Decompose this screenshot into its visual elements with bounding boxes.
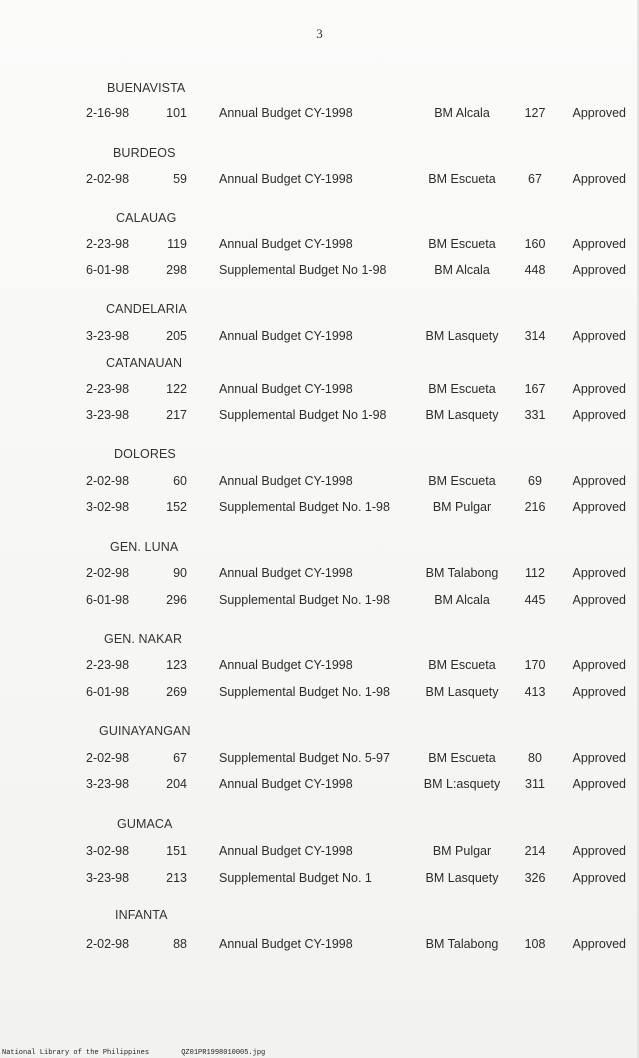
entry-date: 2-16-98	[86, 106, 130, 120]
municipality-heading: GEN. NAKAR	[104, 632, 183, 646]
ordinance-number: 216	[524, 500, 546, 514]
municipality-heading: CALAUAG	[116, 211, 177, 225]
ordinance-number: 112	[525, 566, 545, 580]
entry-date: 3-23-98	[86, 777, 130, 791]
ordinance-number: 314	[524, 329, 546, 343]
entry-date: 6-01-98	[86, 263, 130, 277]
ordinance-number: 80	[528, 751, 542, 765]
resolution-number: 296	[166, 593, 187, 607]
resolution-number: 213	[166, 871, 187, 885]
municipality-heading: CANDELARIA	[106, 302, 187, 316]
budget-row	[0, 408, 639, 424]
resolution-number: 269	[166, 685, 187, 699]
resolution-number: 59	[173, 172, 187, 186]
status-label: Approved	[572, 871, 626, 885]
budget-title: Annual Budget CY-1998	[219, 566, 353, 580]
scan-footer	[2, 1049, 265, 1057]
entry-date: 6-01-98	[86, 593, 130, 607]
budget-row	[0, 500, 639, 516]
resolution-number: 151	[166, 844, 187, 858]
entry-date: 2-02-98	[86, 474, 130, 488]
budget-row	[0, 237, 639, 253]
board-member: BM Alcala	[434, 593, 490, 607]
budget-row	[0, 382, 639, 398]
ordinance-number: 311	[525, 777, 545, 791]
resolution-number: 90	[173, 566, 187, 580]
status-label: Approved	[572, 593, 626, 607]
municipality-heading: GUMACA	[117, 817, 173, 831]
board-member: BM L:asquety	[423, 777, 501, 791]
board-member: BM Escueta	[428, 658, 496, 672]
budget-row	[0, 593, 639, 609]
budget-row	[0, 937, 639, 953]
municipality-heading: DOLORES	[114, 447, 176, 461]
ordinance-number: 214	[524, 844, 546, 858]
status-label: Approved	[572, 172, 626, 186]
status-label: Approved	[572, 566, 626, 580]
footer-filename: QZ01PR1998010005.jpg	[181, 1049, 266, 1057]
resolution-number: 204	[166, 777, 187, 791]
board-member: BM Alcala	[434, 106, 490, 120]
resolution-number: 119	[167, 237, 187, 251]
resolution-number: 217	[166, 408, 187, 422]
ordinance-number: 69	[528, 474, 542, 488]
budget-row	[0, 329, 639, 345]
budget-title: Supplemental Budget No 1-98	[219, 263, 387, 277]
budget-title: Annual Budget CY-1998	[219, 172, 353, 186]
status-label: Approved	[572, 408, 626, 422]
status-label: Approved	[572, 500, 626, 514]
footer-library: National Library of the Philippines	[2, 1049, 150, 1057]
budget-title: Annual Budget CY-1998	[219, 106, 353, 120]
board-member: BM Talabong	[425, 566, 499, 580]
entry-date: 3-02-98	[86, 844, 130, 858]
status-label: Approved	[572, 751, 626, 765]
budget-row	[0, 871, 639, 887]
entry-date: 2-23-98	[86, 237, 130, 251]
entry-date: 3-23-98	[86, 329, 130, 343]
resolution-number: 67	[173, 751, 187, 765]
budget-row	[0, 172, 639, 188]
board-member: BM Lasquety	[425, 329, 499, 343]
budget-row	[0, 658, 639, 674]
ordinance-number: 331	[524, 408, 546, 422]
status-label: Approved	[572, 777, 626, 791]
ordinance-number: 326	[524, 871, 546, 885]
entry-date: 2-02-98	[86, 937, 130, 951]
budget-title: Supplemental Budget No. 1-98	[219, 685, 390, 699]
budget-row	[0, 844, 639, 860]
resolution-number: 122	[166, 382, 187, 396]
status-label: Approved	[572, 474, 626, 488]
resolution-number: 123	[166, 658, 187, 672]
budget-title: Annual Budget CY-1998	[219, 474, 353, 488]
entry-date: 2-23-98	[86, 382, 130, 396]
budget-title: Annual Budget CY-1998	[219, 329, 353, 343]
municipality-heading: CATANAUAN	[106, 356, 183, 370]
budget-row	[0, 751, 639, 767]
board-member: BM Pulgar	[432, 844, 492, 858]
ordinance-number: 160	[524, 237, 546, 251]
budget-row	[0, 685, 639, 701]
board-member: BM Escueta	[428, 382, 496, 396]
status-label: Approved	[572, 382, 626, 396]
ordinance-number: 448	[524, 263, 546, 277]
entry-date: 2-02-98	[86, 751, 130, 765]
resolution-number: 152	[166, 500, 187, 514]
resolution-number: 60	[173, 474, 187, 488]
ordinance-number: 413	[524, 685, 546, 699]
budget-title: Annual Budget CY-1998	[219, 658, 353, 672]
status-label: Approved	[572, 237, 626, 251]
ordinance-number: 108	[524, 937, 546, 951]
ordinance-number: 127	[524, 106, 546, 120]
budget-title: Annual Budget CY-1998	[219, 937, 353, 951]
budget-title: Supplemental Budget No. 1-98	[219, 593, 390, 607]
board-member: BM Lasquety	[425, 408, 499, 422]
budget-title: Supplemental Budget No. 5-97	[219, 751, 390, 765]
status-label: Approved	[572, 329, 626, 343]
page-number: 3	[316, 26, 323, 41]
budget-row	[0, 474, 639, 490]
board-member: BM Escueta	[428, 751, 496, 765]
budget-title: Supplemental Budget No. 1-98	[219, 500, 390, 514]
ordinance-number: 167	[524, 382, 546, 396]
board-member: BM Escueta	[428, 474, 496, 488]
board-member: BM Pulgar	[432, 500, 492, 514]
budget-title: Annual Budget CY-1998	[219, 237, 353, 251]
budget-row	[0, 566, 639, 582]
status-label: Approved	[572, 844, 626, 858]
status-label: Approved	[572, 106, 626, 120]
status-label: Approved	[572, 658, 626, 672]
entry-date: 2-02-98	[86, 566, 130, 580]
resolution-number: 101	[166, 106, 187, 120]
municipality-heading: BURDEOS	[113, 146, 176, 160]
board-member: BM Alcala	[434, 263, 490, 277]
entry-date: 3-02-98	[86, 500, 130, 514]
municipality-heading: INFANTA	[115, 908, 168, 922]
entry-date: 3-23-98	[86, 408, 130, 422]
entry-date: 3-23-98	[86, 871, 130, 885]
status-label: Approved	[572, 263, 626, 277]
resolution-number: 88	[173, 937, 187, 951]
board-member: BM Lasquety	[425, 871, 499, 885]
ordinance-number: 445	[524, 593, 546, 607]
status-label: Approved	[572, 685, 626, 699]
budget-row	[0, 106, 639, 122]
resolution-number: 298	[166, 263, 187, 277]
resolution-number: 205	[166, 329, 187, 343]
entry-date: 2-23-98	[86, 658, 130, 672]
budget-title: Annual Budget CY-1998	[219, 777, 353, 791]
budget-title: Supplemental Budget No 1-98	[219, 408, 387, 422]
municipality-heading: GEN. LUNA	[110, 540, 179, 554]
ordinance-number: 67	[528, 172, 542, 186]
entry-date: 6-01-98	[86, 685, 130, 699]
budget-row	[0, 263, 639, 279]
status-label: Approved	[572, 937, 626, 951]
municipality-heading: GUINAYANGAN	[99, 724, 191, 738]
budget-title: Annual Budget CY-1998	[219, 382, 353, 396]
budget-title: Supplemental Budget No. 1	[219, 871, 372, 885]
board-member: BM Escueta	[428, 237, 496, 251]
board-member: BM Talabong	[425, 937, 499, 951]
board-member: BM Escueta	[428, 172, 496, 186]
municipality-heading: BUENAVISTA	[107, 81, 186, 95]
budget-row	[0, 777, 639, 793]
budget-title: Annual Budget CY-1998	[219, 844, 353, 858]
board-member: BM Lasquety	[425, 685, 499, 699]
entry-date: 2-02-98	[86, 172, 130, 186]
ordinance-number: 170	[524, 658, 546, 672]
